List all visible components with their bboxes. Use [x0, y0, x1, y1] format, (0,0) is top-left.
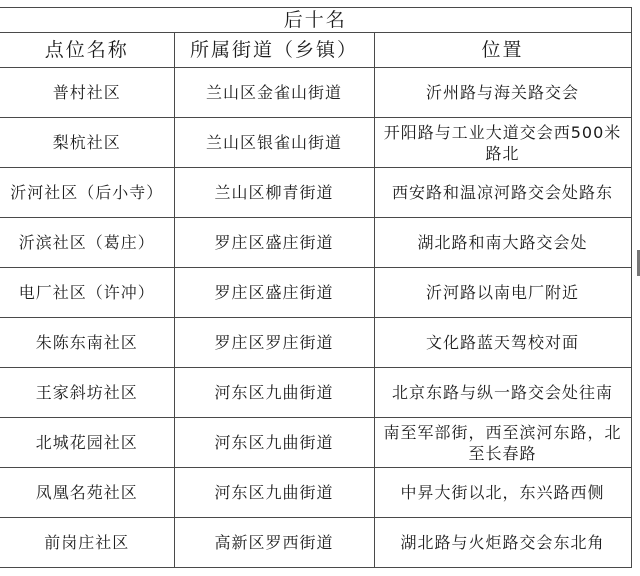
cell-name: 凤凰名苑社区 — [0, 468, 174, 518]
cell-name: 沂河社区（后小寺） — [0, 168, 174, 218]
ranking-table — [0, 7, 632, 568]
cell-location: 沂河路以南电厂附近 — [374, 268, 631, 318]
table-row — [0, 218, 631, 268]
cell-location: 沂州路与海关路交会 — [374, 68, 631, 118]
table-row — [0, 468, 631, 518]
table-row — [0, 518, 631, 568]
cell-street: 罗庄区盛庄街道 — [174, 268, 374, 318]
cell-street: 罗庄区罗庄街道 — [174, 318, 374, 368]
table-row — [0, 68, 631, 118]
cell-location: 南至军部街，西至滨河东路，北至长春路 — [374, 418, 631, 468]
column-header-name: 点位名称 — [0, 33, 174, 68]
cell-name: 梨杭社区 — [0, 118, 174, 168]
cell-name: 北城花园社区 — [0, 418, 174, 468]
table-title: 后十名 — [0, 8, 631, 33]
cell-location: 文化路蓝天驾校对面 — [374, 318, 631, 368]
cell-street: 兰山区柳青街道 — [174, 168, 374, 218]
cell-street: 罗庄区盛庄街道 — [174, 218, 374, 268]
table-row — [0, 168, 631, 218]
cell-street: 高新区罗西街道 — [174, 518, 374, 568]
cell-street: 河东区九曲街道 — [174, 368, 374, 418]
cell-name: 前岗庄社区 — [0, 518, 174, 568]
table-row — [0, 318, 631, 368]
table-row — [0, 268, 631, 318]
cell-location: 西安路和温凉河路交会处路东 — [374, 168, 631, 218]
table-header-row — [0, 33, 631, 68]
cell-name: 沂滨社区（葛庄） — [0, 218, 174, 268]
cell-location: 开阳路与工业大道交会西500米路北 — [374, 118, 631, 168]
column-header-location: 位置 — [374, 33, 631, 68]
cell-location: 北京东路与纵一路交会处往南 — [374, 368, 631, 418]
table-row — [0, 118, 631, 168]
cell-street: 兰山区金雀山街道 — [174, 68, 374, 118]
cell-name: 电厂社区（许冲） — [0, 268, 174, 318]
cell-name: 王家斜坊社区 — [0, 368, 174, 418]
cell-street: 河东区九曲街道 — [174, 468, 374, 518]
cell-location: 中昇大街以北，东兴路西侧 — [374, 468, 631, 518]
cell-location: 湖北路和南大路交会处 — [374, 218, 631, 268]
table-row — [0, 368, 631, 418]
cell-street: 河东区九曲街道 — [174, 418, 374, 468]
table-row — [0, 418, 631, 468]
cell-street: 兰山区银雀山街道 — [174, 118, 374, 168]
cell-name: 朱陈东南社区 — [0, 318, 174, 368]
cell-location: 湖北路与火炬路交会东北角 — [374, 518, 631, 568]
table-title-row — [0, 8, 631, 33]
column-header-street: 所属街道（乡镇） — [174, 33, 374, 68]
cell-name: 普村社区 — [0, 68, 174, 118]
